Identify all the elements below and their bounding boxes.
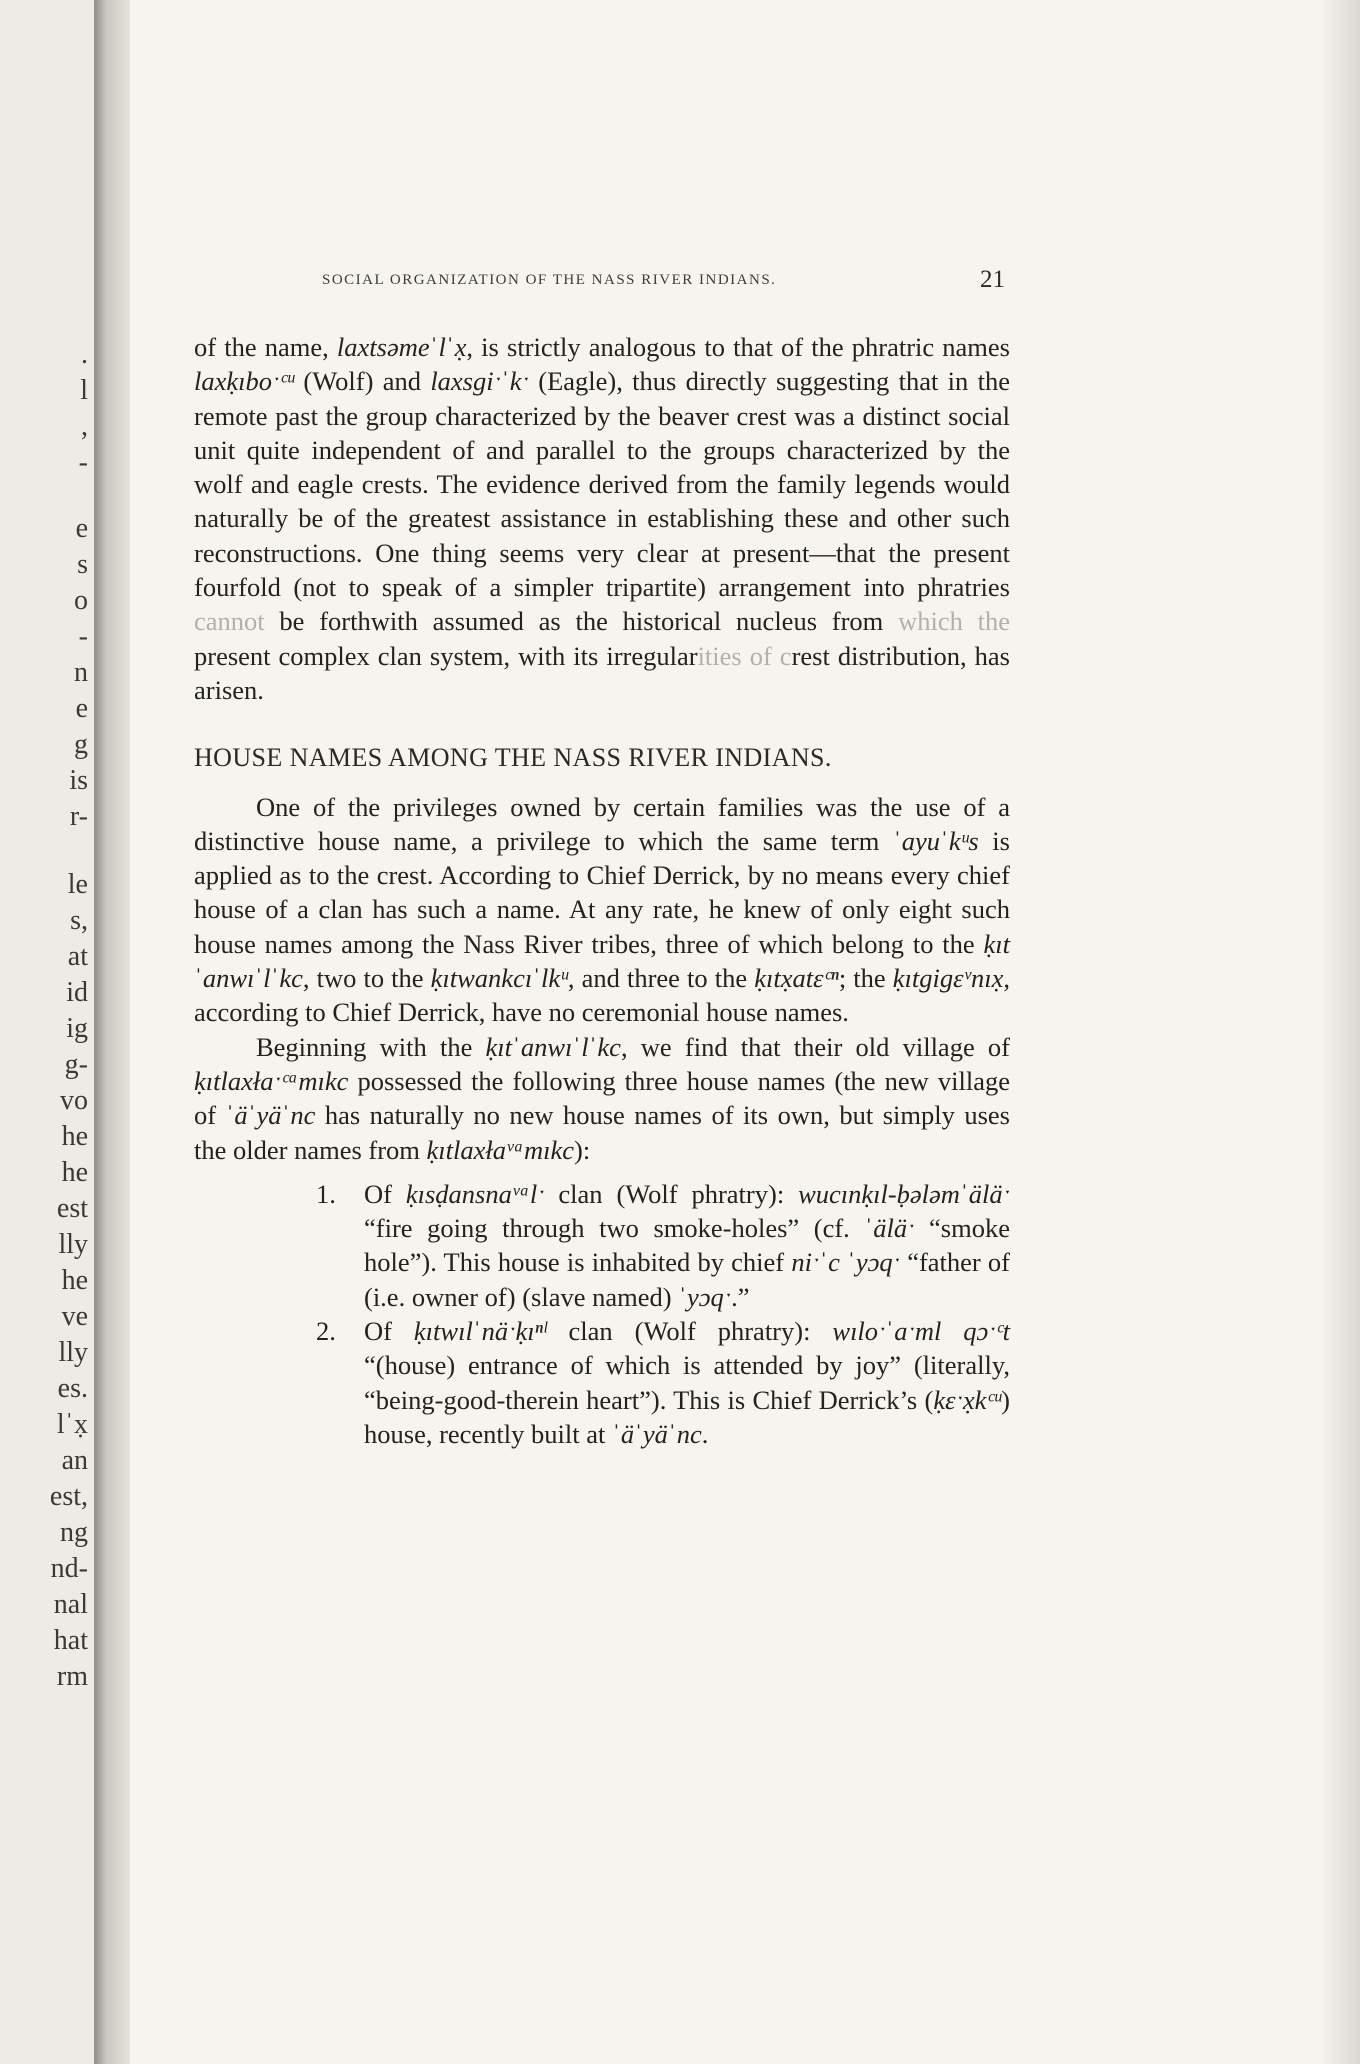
margin-fragment: - xyxy=(78,621,88,652)
text-run: “father of (i.e. owner of) (slave named) xyxy=(364,1247,1010,1312)
margin-fragment: an xyxy=(61,1445,88,1476)
margin-fragment: , xyxy=(81,411,88,442)
margin-fragment: hat xyxy=(53,1625,88,1656)
text-run: , we find that their old village of xyxy=(620,1031,1010,1062)
margin-fragment: lly xyxy=(58,1229,88,1260)
margin-fragment: e xyxy=(75,693,88,724)
paragraph-continued xyxy=(194,330,1010,707)
section-heading: HOUSE NAMES AMONG THE NASS RIVER INDIANS. xyxy=(194,743,832,773)
margin-fragment: lˈx̣ xyxy=(56,1409,88,1440)
margin-fragment: es. xyxy=(57,1373,88,1404)
paragraph-house-names xyxy=(194,790,1010,1030)
native-term: ḳıtx̣atɛᶜⁿ xyxy=(754,963,839,994)
native-term: ˈayuˈkᵘs xyxy=(892,825,979,856)
margin-fragment: l xyxy=(80,375,88,406)
main-text xyxy=(194,330,1010,1451)
text-run: , according to Chief Derrick, have no ceremonial house names. xyxy=(194,963,1010,1028)
paragraph-beginning xyxy=(194,1030,1010,1167)
margin-fragment: ve xyxy=(61,1301,88,1332)
margin-fragment: he xyxy=(61,1157,88,1188)
margin-fragment: ng xyxy=(60,1517,88,1548)
margin-fragment: nd- xyxy=(50,1553,88,1584)
margin-fragment: g- xyxy=(64,1049,88,1080)
margin-fragment: rm xyxy=(56,1661,88,1692)
margin-fragment: o xyxy=(74,585,88,616)
margin-fragment: lly xyxy=(58,1337,88,1368)
page-right-edge xyxy=(1320,0,1360,2064)
margin-fragment: g xyxy=(74,729,88,760)
native-term: ˈäˈyäˈnc xyxy=(225,1100,316,1131)
text-run: clan (Wolf phratry): xyxy=(546,1316,833,1347)
margin-fragment: s, xyxy=(70,905,88,936)
native-term: laxtsəmeˈlˈx̣ xyxy=(336,332,467,362)
previous-page-edge xyxy=(0,0,94,2064)
text-run: , and three to the xyxy=(567,963,755,994)
margin-fragment: vo xyxy=(60,1085,88,1116)
faded-text: which the xyxy=(898,606,1010,637)
margin-fragment: n xyxy=(74,657,88,688)
list-item xyxy=(194,1177,1010,1314)
text-run: ; the xyxy=(838,963,893,994)
page-number: 21 xyxy=(980,266,1005,293)
text-run: . xyxy=(701,1418,709,1449)
text-run: be forthwith assumed as the historical nucleus from xyxy=(264,606,899,637)
text-run: “fire going through two smoke-holes” (cf. xyxy=(364,1213,865,1244)
native-term: ˈäläˑ xyxy=(864,1213,915,1244)
margin-fragment: is xyxy=(69,765,88,796)
list-number: 1. xyxy=(316,1178,336,1209)
text-run: has naturally no new house names of its own, but simply uses the older names from xyxy=(194,1100,1010,1165)
native-term: ḳıtwankcıˈlkᵘ xyxy=(430,963,568,994)
text-run: present complex clan system, with its irregular xyxy=(194,640,698,671)
native-term: ḳısḍansnaᵛᵃlˑ xyxy=(405,1178,545,1209)
margin-fragment: he xyxy=(61,1265,88,1296)
margin-fragment: est, xyxy=(49,1481,88,1512)
margin-fragment: id xyxy=(66,977,88,1008)
native-term: ḳıtˈanwıˈlˈkc xyxy=(485,1031,621,1062)
native-term: niˑˈc ˈyɔqˑ xyxy=(791,1247,901,1278)
text-run: .” xyxy=(731,1281,750,1312)
text-run: (Wolf) and xyxy=(294,366,431,397)
house-name-list xyxy=(194,1177,1010,1451)
margin-fragment: s xyxy=(77,549,88,580)
text-run: Beginning with the xyxy=(256,1031,486,1062)
margin-fragment: est xyxy=(56,1193,88,1224)
native-term: ḳıtlaxłaˑᶜᵃmıkc xyxy=(194,1065,349,1096)
book-gutter xyxy=(94,0,130,2064)
text-run: , two to the xyxy=(302,963,431,994)
faded-text: ities of c xyxy=(697,640,792,671)
margin-fragment: he xyxy=(61,1121,88,1152)
text-run: Of xyxy=(364,1316,414,1347)
margin-fragment: e xyxy=(75,513,88,544)
text-run: ): xyxy=(574,1134,591,1165)
text-run: “smoke hole”). This house is inhabited by chief xyxy=(364,1213,1010,1278)
text-run: , is strictly analogous to that of the phratric names xyxy=(466,332,1010,362)
margin-fragment: le xyxy=(67,869,88,900)
native-term: ḳɛˑx̣kᶜᵘ xyxy=(933,1384,1002,1415)
text-run: clan (Wolf phratry): xyxy=(544,1178,799,1209)
text-run: Of xyxy=(364,1178,406,1209)
native-term: ḳıtˈanwıˈlˈkc xyxy=(194,928,1010,994)
text-run: of the name, xyxy=(194,332,337,362)
native-term: ḳıtwılˈnäˑḳıⁿˡ xyxy=(413,1316,547,1347)
native-term: ˈyɔqˑ xyxy=(678,1281,732,1312)
margin-fragment: at xyxy=(67,941,88,972)
text-run: rest distribution, has arisen. xyxy=(194,640,1010,705)
native-term: ḳıtgigɛᵛnıx̣ xyxy=(892,963,1004,994)
native-term: ˈäˈyäˈnc xyxy=(612,1418,702,1449)
native-term: ḳıtlaxłaᵛᵃmıkc xyxy=(426,1134,575,1165)
text-run: (Eagle), thus directly suggesting that in the remote past the group characterized by the beaver crest was a distinct social unit quite independent of and parallel to the groups characterized by the wolf and eagle crests. The evidence derived from the family legends would naturally be of the greatest assistance in establishing these and other such reconstructions. One thing seems very clear at present—that the present fourfold (not to speak of a simpler tripartite) arrangement into phratries xyxy=(194,366,1010,603)
text-run: is applied as to the crest. According to Chief Derrick, by no means every chief house of a clan has such a name. At any rate, he knew of only eight such house names among the Nass River tribes, three of which belong to the xyxy=(194,825,1010,959)
text-run: ) house, recently built at xyxy=(364,1384,1010,1449)
margin-fragment: - xyxy=(78,447,88,478)
native-term: laxsgiˑˈkˑ xyxy=(430,366,529,397)
text-run: One of the privileges owned by certain families was the use of a distinctive house name, a privilege to which the same term xyxy=(194,791,1010,856)
native-term: wıloˑˈaˑml qɔˑᶜt xyxy=(832,1316,1010,1347)
margin-fragment: nal xyxy=(53,1589,88,1620)
text-run: “(house) entrance of which is attended by joy” (literally, “being-good-therein heart”). This is Chief Derrick’s ( xyxy=(364,1350,1010,1415)
margin-fragment: . xyxy=(81,339,88,370)
native-term: wucınḳıl-ḅələmˈäläˑ xyxy=(798,1178,1010,1209)
running-head: SOCIAL ORGANIZATION OF THE NASS RIVER INDIANS. xyxy=(322,272,777,288)
list-item xyxy=(194,1314,1010,1451)
margin-fragment: ig xyxy=(66,1013,88,1044)
native-term: laxḳıboˑᶜᵘ xyxy=(194,366,295,397)
text-run: possessed the following three house names (the new village of xyxy=(194,1065,1010,1131)
faded-text: cannot xyxy=(194,606,265,637)
list-number: 2. xyxy=(316,1316,336,1347)
margin-fragment: r- xyxy=(69,801,88,832)
